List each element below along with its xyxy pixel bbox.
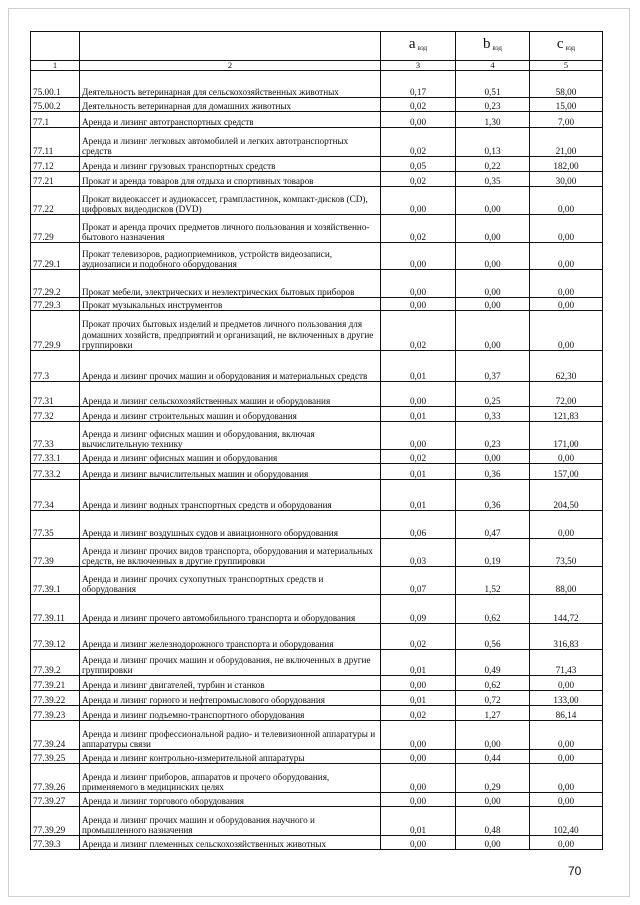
row-value-a: 0,00 (381, 676, 456, 691)
table-header-row (31, 32, 603, 61)
row-value-a: 0,06 (381, 511, 456, 539)
row-name: Прокат видеокассет и аудиокассет, грампластинок, компакт-дисков (CD), цифровых видеодисков (DVD) (80, 187, 381, 215)
row-value-a: 0,09 (381, 595, 456, 624)
row-value-c: 0,00 (530, 836, 603, 850)
column-number: 4 (456, 61, 530, 71)
row-value-b: 0,44 (456, 750, 530, 764)
row-code: 77.29 (31, 215, 80, 243)
row-value-b: 0,00 (456, 187, 530, 215)
row-value-b: 0,22 (456, 157, 530, 172)
row-value-b: 0,62 (456, 676, 530, 691)
row-value-b: 0,00 (456, 836, 530, 850)
row-value-c: 30,00 (530, 172, 603, 187)
row-value-a: 0,00 (381, 793, 456, 807)
row-name: Аренда и лизинг водных транспортных средств и оборудования (80, 480, 381, 511)
column-number: 2 (80, 61, 381, 71)
row-value-c: 0,00 (530, 450, 603, 464)
row-value-b: 0,00 (456, 793, 530, 807)
row-value-b: 1,27 (456, 706, 530, 721)
row-value-a: 0,02 (381, 172, 456, 187)
row-value-b: 0,00 (456, 721, 530, 750)
row-code: 77.22 (31, 187, 80, 215)
row-value-b: 0,00 (456, 243, 530, 270)
row-name: Аренда и лизинг автотранспортных средств (80, 112, 381, 128)
table-row (31, 128, 603, 157)
table-row (31, 511, 603, 539)
row-value-b: 0,47 (456, 511, 530, 539)
row-value-a: 0,00 (381, 112, 456, 128)
row-value-c: 182,00 (530, 157, 603, 172)
row-value-c: 73,50 (530, 539, 603, 567)
row-name: Аренда и лизинг прочих машин и оборудования и материальных средств (80, 351, 381, 382)
table-row (31, 750, 603, 764)
row-value-a: 0,00 (381, 764, 456, 793)
row-value-c: 121,83 (530, 407, 603, 422)
row-value-b: 0,36 (456, 480, 530, 511)
row-value-a: 0,00 (381, 187, 456, 215)
row-value-a: 0,17 (381, 71, 456, 98)
row-value-a: 0,00 (381, 721, 456, 750)
table-row (31, 464, 603, 480)
table-row (31, 157, 603, 172)
row-value-c: 0,00 (530, 187, 603, 215)
row-name: Аренда и лизинг сельскохозяйственных машин и оборудования (80, 382, 381, 407)
row-code: 77.39.26 (31, 764, 80, 793)
row-code: 77.11 (31, 128, 80, 157)
row-name: Прокат и аренда прочих предметов личного пользования и хозяйственно-бытового назначения (80, 215, 381, 243)
row-code: 77.39.1 (31, 567, 80, 595)
table-row (31, 807, 603, 836)
row-code: 77.39.25 (31, 750, 80, 764)
row-name: Деятельность ветеринарная для домашних животных (80, 98, 381, 112)
row-name: Аренда и лизинг вычислительных машин и оборудования (80, 464, 381, 480)
row-value-c: 0,00 (530, 243, 603, 270)
page-number: 70 (568, 864, 582, 878)
row-value-b: 0,00 (456, 450, 530, 464)
row-value-a: 0,03 (381, 539, 456, 567)
row-value-b: 0,00 (456, 270, 530, 298)
row-value-a: 0,00 (381, 298, 456, 311)
row-value-a: 0,01 (381, 691, 456, 706)
row-value-a: 0,01 (381, 807, 456, 836)
table-row (31, 243, 603, 270)
row-value-c: 0,00 (530, 750, 603, 764)
row-value-a: 0,02 (381, 706, 456, 721)
row-code: 77.31 (31, 382, 80, 407)
row-name: Аренда и лизинг прочих машин и оборудования, не включенных в другие группировки (80, 650, 381, 676)
row-code: 77.39.22 (31, 691, 80, 706)
row-name: Аренда и лизинг грузовых транспортных средств (80, 157, 381, 172)
row-value-c: 0,00 (530, 215, 603, 243)
row-name: Аренда и лизинг контрольно-измерительной аппаратуры (80, 750, 381, 764)
row-name: Аренда и лизинг легковых автомобилей и легких автотранспортных средств (80, 128, 381, 157)
row-value-b: 0,48 (456, 807, 530, 836)
row-value-b: 0,00 (456, 311, 530, 351)
row-name: Аренда и лизинг прочих сухопутных транспортных средств и оборудования (80, 567, 381, 595)
row-value-c: 0,00 (530, 676, 603, 691)
row-value-b: 0,00 (456, 298, 530, 311)
table-row (31, 98, 603, 112)
table-row (31, 407, 603, 422)
row-code: 77.34 (31, 480, 80, 511)
table-row (31, 706, 603, 721)
row-value-a: 0,00 (381, 422, 456, 450)
row-code: 77.33 (31, 422, 80, 450)
row-value-a: 0,00 (381, 382, 456, 407)
row-code: 75.00.2 (31, 98, 80, 112)
row-value-c: 316,83 (530, 624, 603, 650)
header-code (31, 32, 80, 61)
table-row (31, 172, 603, 187)
row-value-c: 157,00 (530, 464, 603, 480)
table-row (31, 351, 603, 382)
row-value-a: 0,05 (381, 157, 456, 172)
row-code: 77.29.3 (31, 298, 80, 311)
table-row (31, 422, 603, 450)
row-value-c: 0,00 (530, 721, 603, 750)
row-value-a: 0,00 (381, 270, 456, 298)
row-name: Прокат прочих бытовых изделий и предметов личного пользования для домашних хозяйств, предприятий и организаций, не включенных в другие группировки (80, 311, 381, 351)
row-code: 77.39.23 (31, 706, 80, 721)
row-value-c: 133,00 (530, 691, 603, 706)
row-name: Деятельность ветеринарная для сельскохозяйственных животных (80, 71, 381, 98)
row-name: Аренда и лизинг профессиональной радио- и телевизионной аппаратуры и аппаратуры связи (80, 721, 381, 750)
row-value-a: 0,00 (381, 750, 456, 764)
row-value-a: 0,02 (381, 311, 456, 351)
row-code: 77.39.27 (31, 793, 80, 807)
row-code: 77.21 (31, 172, 80, 187)
table-row (31, 793, 603, 807)
row-value-c: 0,00 (530, 511, 603, 539)
row-code: 77.39.12 (31, 624, 80, 650)
table-row (31, 836, 603, 850)
row-value-c: 171,00 (530, 422, 603, 450)
column-number: 1 (31, 61, 80, 71)
table-row (31, 187, 603, 215)
row-name: Аренда и лизинг офисных машин и оборудования, включая вычислительную технику (80, 422, 381, 450)
header-col-c: с $_{вэд}$ (530, 32, 603, 61)
row-name: Аренда и лизинг прочих видов транспорта, оборудования и материальных средств, не включенных в другие группировки (80, 539, 381, 567)
row-value-c: 0,00 (530, 764, 603, 793)
row-code: 77.35 (31, 511, 80, 539)
row-code: 77.3 (31, 351, 80, 382)
row-value-c: 72,00 (530, 382, 603, 407)
row-name: Аренда и лизинг горного и нефтепромыслового оборудования (80, 691, 381, 706)
table-row (31, 595, 603, 624)
row-value-c: 88,00 (530, 567, 603, 595)
row-value-c: 0,00 (530, 270, 603, 298)
row-name: Аренда и лизинг прочих машин и оборудования научного и промышленного назначения (80, 807, 381, 836)
row-code: 77.39 (31, 539, 80, 567)
row-value-b: 0,19 (456, 539, 530, 567)
row-value-b: 0,56 (456, 624, 530, 650)
row-value-a: 0,02 (381, 215, 456, 243)
row-code: 77.1 (31, 112, 80, 128)
row-value-a: 0,02 (381, 98, 456, 112)
table-row (31, 71, 603, 98)
column-number: 3 (381, 61, 456, 71)
row-code: 77.39.2 (31, 650, 80, 676)
header-col-b: b $_{вэд}$ (456, 32, 530, 61)
table-row (31, 567, 603, 595)
row-value-a: 0,01 (381, 480, 456, 511)
row-value-a: 0,00 (381, 243, 456, 270)
column-number: 5 (530, 61, 603, 71)
row-value-b: 0,23 (456, 422, 530, 450)
table-row (31, 450, 603, 464)
table-row (31, 650, 603, 676)
row-value-c: 71,43 (530, 650, 603, 676)
row-value-c: 144,72 (530, 595, 603, 624)
row-name: Аренда и лизинг торгового оборудования (80, 793, 381, 807)
row-value-b: 0,49 (456, 650, 530, 676)
row-code: 77.39.3 (31, 836, 80, 850)
row-code: 77.29.2 (31, 270, 80, 298)
table-row (31, 480, 603, 511)
row-value-b: 0,00 (456, 215, 530, 243)
row-value-c: 15,00 (530, 98, 603, 112)
row-value-b: 0,13 (456, 128, 530, 157)
row-value-c: 7,00 (530, 112, 603, 128)
header-col-a: а $_{вэд}$ (381, 32, 456, 61)
row-name: Аренда и лизинг железнодорожного транспорта и оборудования (80, 624, 381, 650)
row-code: 77.12 (31, 157, 80, 172)
row-value-b: 0,36 (456, 464, 530, 480)
row-name: Аренда и лизинг племенных сельскохозяйственных животных (80, 836, 381, 850)
table-row (31, 215, 603, 243)
row-value-b: 0,33 (456, 407, 530, 422)
row-name: Аренда и лизинг прочего автомобильного транспорта и оборудования (80, 595, 381, 624)
row-value-a: 0,02 (381, 450, 456, 464)
row-value-b: 0,62 (456, 595, 530, 624)
row-value-b: 0,72 (456, 691, 530, 706)
row-name: Аренда и лизинг двигателей, турбин и станков (80, 676, 381, 691)
row-value-c: 62,30 (530, 351, 603, 382)
table-row (31, 311, 603, 351)
header-name (80, 32, 381, 61)
row-name: Аренда и лизинг офисных машин и оборудования (80, 450, 381, 464)
table-row (31, 721, 603, 750)
row-code: 75.00.1 (31, 71, 80, 98)
row-value-a: 0,01 (381, 407, 456, 422)
row-name: Прокат музыкальных инструментов (80, 298, 381, 311)
row-value-c: 21,00 (530, 128, 603, 157)
table-row (31, 539, 603, 567)
row-value-a: 0,02 (381, 624, 456, 650)
row-code: 77.39.21 (31, 676, 80, 691)
row-name: Аренда и лизинг воздушных судов и авиационного оборудования (80, 511, 381, 539)
row-code: 77.39.29 (31, 807, 80, 836)
row-value-b: 0,51 (456, 71, 530, 98)
row-code: 77.29.9 (31, 311, 80, 351)
table-row (31, 270, 603, 298)
row-code: 77.29.1 (31, 243, 80, 270)
row-value-b: 1,52 (456, 567, 530, 595)
row-code: 77.39.24 (31, 721, 80, 750)
row-value-a: 0,00 (381, 836, 456, 850)
row-value-b: 0,37 (456, 351, 530, 382)
row-value-b: 0,29 (456, 764, 530, 793)
row-value-a: 0,01 (381, 650, 456, 676)
row-value-c: 0,00 (530, 311, 603, 351)
row-value-c: 0,00 (530, 793, 603, 807)
table-row (31, 624, 603, 650)
row-value-a: 0,01 (381, 351, 456, 382)
row-name: Прокат и аренда товаров для отдыха и спортивных товаров (80, 172, 381, 187)
row-name: Аренда и лизинг строительных машин и оборудования (80, 407, 381, 422)
row-name: Прокат телевизоров, радиоприемников, устройств видеозаписи, аудиозаписи и подобного оборудования (80, 243, 381, 270)
row-value-a: 0,02 (381, 128, 456, 157)
row-code: 77.33.1 (31, 450, 80, 464)
row-value-b: 0,35 (456, 172, 530, 187)
table-row (31, 691, 603, 706)
row-code: 77.32 (31, 407, 80, 422)
row-value-b: 1,30 (456, 112, 530, 128)
row-value-b: 0,23 (456, 98, 530, 112)
table-row (31, 764, 603, 793)
row-value-c: 102,40 (530, 807, 603, 836)
row-value-b: 0,25 (456, 382, 530, 407)
row-code: 77.33.2 (31, 464, 80, 480)
row-name: Аренда и лизинг подъемно-транспортного оборудования (80, 706, 381, 721)
row-name: Прокат мебели, электрических и неэлектрических бытовых приборов (80, 270, 381, 298)
table-row (31, 112, 603, 128)
row-value-c: 0,00 (530, 298, 603, 311)
table-row (31, 676, 603, 691)
row-code: 77.39.11 (31, 595, 80, 624)
row-value-c: 58,00 (530, 71, 603, 98)
table-row (31, 298, 603, 311)
column-numbers-row (31, 61, 603, 71)
row-value-c: 86,14 (530, 706, 603, 721)
rates-table (30, 31, 603, 850)
row-name: Аренда и лизинг приборов, аппаратов и прочего оборудования, применяемого в медицинских целях (80, 764, 381, 793)
table-row (31, 382, 603, 407)
row-value-c: 204,50 (530, 480, 603, 511)
row-value-a: 0,01 (381, 464, 456, 480)
row-value-a: 0,07 (381, 567, 456, 595)
